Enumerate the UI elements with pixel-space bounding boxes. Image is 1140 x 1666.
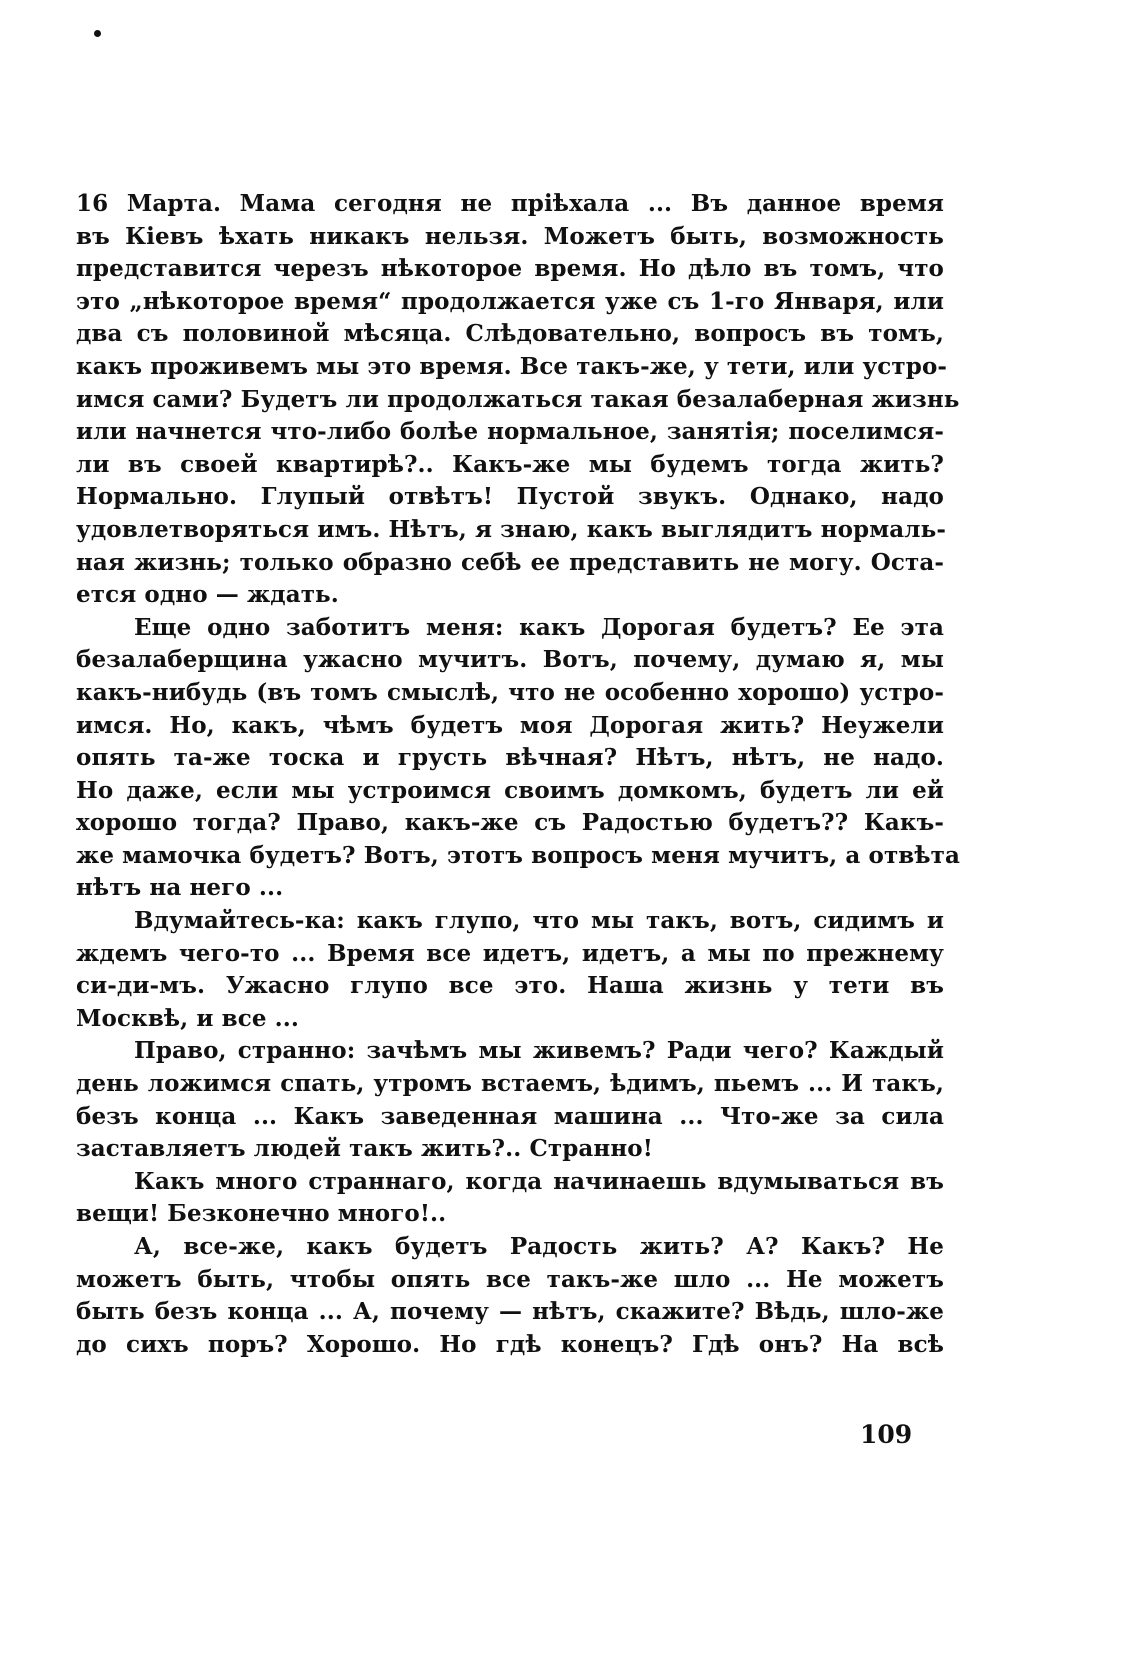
text-line: удовлетворяться имъ. Нѣтъ, я знаю, какъ выглядитъ нормаль-	[76, 515, 946, 543]
paragraph-2	[76, 612, 961, 905]
text-line: 16 Марта. Мама сегодня не пріѣхала ... Въ данное время	[76, 190, 944, 217]
text-line: Нормально. Глупый отвѣтъ! Пустой звукъ. Однако, надо	[76, 483, 944, 511]
text-line: А, все-же, какъ будетъ Радость жить? А? Какъ? Не	[134, 1233, 944, 1260]
ink-dot-mark	[94, 30, 101, 37]
text-line: безъ конца ... Какъ заведенная машина ... Что-же за сила	[76, 1102, 944, 1130]
text-line: вещи! Безконечно много!..	[76, 1200, 447, 1228]
paragraph-6	[76, 1231, 944, 1361]
text-line: опять та-же тоска и грусть вѣчная? Нѣтъ, нѣтъ, не надо.	[76, 744, 944, 772]
paragraph-4	[76, 1035, 944, 1165]
text-line: имся. Но, какъ, чѣмъ будетъ моя Дорогая жить? Неужели	[76, 711, 944, 739]
text-line: можетъ быть, чтобы опять все такъ-же шло ... Не можетъ	[76, 1265, 944, 1293]
text-line: Москвѣ, и все ...	[76, 1004, 299, 1032]
text-line: два съ половиной мѣсяца. Слѣдовательно, вопросъ въ томъ,	[76, 320, 944, 348]
page-number: 109	[860, 1420, 913, 1449]
text-line: день ложимся спать, утромъ встаемъ, ѣдимъ, пьемъ ... И такъ,	[76, 1070, 944, 1098]
text-line: быть безъ конца ... А, почему — нѣтъ, скажите? Вѣдь, шло-же	[76, 1298, 944, 1326]
text-line: это „нѣкоторое время“ продолжается уже съ 1-го Января, или	[76, 287, 944, 315]
text-line: заставляетъ людей такъ жить?.. Странно!	[76, 1135, 653, 1163]
text-line: ная жизнь; только образно себѣ ее представить не могу. Оста-	[76, 548, 944, 576]
text-line: си-ди-мъ. Ужасно глупо все это. Наша жизнь у тети въ	[76, 972, 944, 1000]
text-line: же мамочка будетъ? Вотъ, этотъ вопросъ меня мучитъ, а отвѣта	[76, 841, 961, 869]
text-line: Право, странно: зачѣмъ мы живемъ? Ради чего? Каждый	[134, 1037, 944, 1065]
paragraph-5	[76, 1166, 944, 1231]
page-body-text	[76, 188, 961, 1361]
text-line: или начнется что-либо болѣе нормальное, занятія; поселимся-	[76, 418, 944, 446]
text-line: нѣтъ на него ...	[76, 874, 284, 902]
text-line: безалаберщина ужасно мучитъ. Вотъ, почему, думаю я, мы	[76, 646, 944, 674]
text-line: въ Кіевъ ѣхать никакъ нельзя. Можетъ быть, возможность	[76, 222, 944, 250]
text-line: ли въ своей квартирѣ?.. Какъ-же мы будемъ тогда жить?	[76, 450, 944, 478]
text-line: какъ-нибудь (въ томъ смыслѣ, что не особенно хорошо) устро-	[76, 678, 944, 706]
text-line: Но даже, если мы устроимся своимъ домкомъ, будетъ ли ей	[76, 776, 944, 804]
text-line: до сихъ поръ? Хорошо. Но гдѣ конецъ? Гдѣ онъ? На всѣ	[76, 1330, 944, 1358]
text-line: Еще одно заботитъ меня: какъ Дорогая будетъ? Ее эта	[134, 613, 944, 641]
text-line: хорошо тогда? Право, какъ-же съ Радостью будетъ?? Какъ-	[76, 809, 944, 837]
paragraph-1	[76, 188, 960, 612]
text-line: Какъ много страннаго, когда начинаешь вдумываться въ	[134, 1167, 944, 1195]
text-line: ждемъ чего-то ... Время все идетъ, идетъ, а мы по прежнему	[76, 939, 944, 967]
text-line: какъ проживемъ мы это время. Все такъ-же, у тети, или устро-	[76, 352, 948, 380]
text-line: Вдумайтесь-ка: какъ глупо, что мы такъ, вотъ, сидимъ и	[134, 907, 944, 935]
text-line: имся сами? Будетъ ли продолжаться такая безалаберная жизнь	[76, 385, 960, 413]
text-line: ется одно — ждать.	[76, 581, 339, 609]
text-line: представится черезъ нѣкоторое время. Но дѣло въ томъ, что	[76, 255, 944, 283]
paragraph-3	[76, 905, 944, 1035]
